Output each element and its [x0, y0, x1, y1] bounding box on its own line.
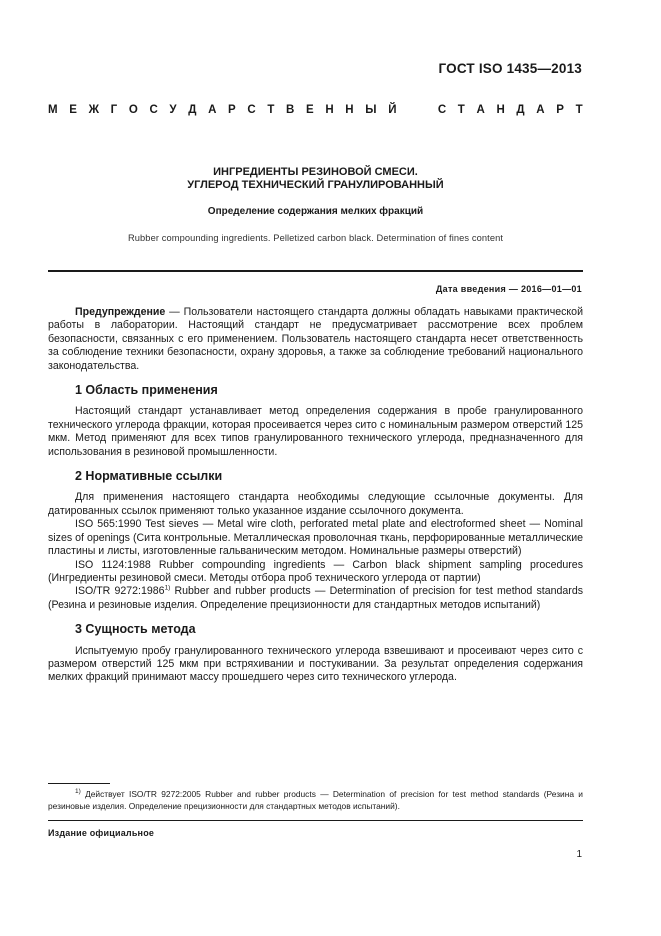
category-letter: А [476, 104, 485, 116]
section-2-heading: 2 Нормативные ссылки [75, 469, 223, 484]
category-letter: С [149, 104, 158, 116]
standard-category [48, 104, 583, 116]
category-letter: Н [496, 104, 505, 116]
section-1-heading: 1 Область применения [75, 383, 218, 398]
category-letter: Т [267, 104, 275, 116]
section-3-heading: 3 Сущность метода [75, 622, 196, 637]
footer-divider [48, 820, 583, 821]
category-letter: А [536, 104, 545, 116]
warning-text: — Пользователи настоящего стандарта должны обладать навыками практической работы в лаборатории. Настоящий стандарт не предусматривает рассмотрение всех проблем безопасности, связанных с его применением. Пользователь настоящего стандарта несет ответственность за соблюдение техники безопасности, охрану здоровья, а также за соблюдение требований национального законодательства. [48, 306, 583, 372]
footnote-text: Действует ISO/TR 9272:2005 Rubber and rubber products — Determination of precision for test method standards (Резина и резиновые изделия. Определение прецизионности для стандартных методов испытаний). [48, 789, 583, 811]
category-letter: Т [457, 104, 465, 116]
warning-label: Предупреждение [75, 306, 166, 318]
reference-text: Rubber and rubber products — Determination of precision for test method standards (Резина и резиновые изделия. Определение прецизионности для стандартных методов испытаний) [48, 585, 584, 611]
section-2-intro: Для применения настоящего стандарта необходимы следующие ссылочные документы. Для датированных ссылок применяют только указанное издание ссылочного документа. [48, 491, 583, 517]
footnote [48, 788, 583, 812]
category-letter [423, 104, 426, 116]
category-letter: Д [516, 104, 525, 116]
page-number: 1 [576, 849, 582, 860]
category-letter: Д [188, 104, 197, 116]
category-letter [408, 104, 411, 116]
category-letter: В [286, 104, 295, 116]
warning-paragraph [48, 306, 583, 373]
category-letter: М [48, 104, 58, 116]
section-3-text: Испытуемую пробу гранулированного технического углерода взвешивают и просеивают через сито с размером отверстий 125 мкм при встряхивании и постукивании. За результат определения содержания мелких фракций принимают массу прошедшего через сито технического углерода. [48, 644, 583, 684]
reference-iso-1124: ISO 1124:1988 Rubber compounding ingredients — Carbon black shipment sampling procedures (Ингредиенты резиновой смеси. Методы отбора проб технического углерода от партии) [48, 558, 583, 584]
category-letter: Н [325, 104, 334, 116]
title-line-1: ИНГРЕДИЕНТЫ РЕЗИНОВОЙ СМЕСИ. [213, 166, 418, 178]
section-1-text: Настоящий стандарт устанавливает метод определения содержания в пробе гранулированного технического углерода фракции, которая просеивается через сито с номинальным размером отверстий 125 мкм. Метод применяют для всех типов гранулированного технического углерода, предназначенного для использования в резиновой промышленности. [48, 405, 583, 458]
category-letter: Й [388, 104, 397, 116]
document-id: ГОСТ ISO 1435—2013 [438, 61, 582, 76]
footnote-reference[interactable]: 1) [164, 584, 171, 592]
category-letter: Ы [365, 104, 377, 116]
title-line-2: УГЛЕРОД ТЕХНИЧЕСКИЙ ГРАНУЛИРОВАННЫЙ [187, 179, 444, 191]
footnote-marker: 1) [75, 788, 81, 796]
reference-iso-tr-9272 [48, 585, 583, 612]
header-divider [48, 270, 583, 272]
category-letter: Н [345, 104, 354, 116]
document-body [48, 306, 583, 685]
introduction-date: Дата введения — 2016—01—01 [435, 284, 582, 294]
category-letter: О [128, 104, 138, 116]
english-title: Rubber compounding ingredients. Pelletized carbon black. Determination of fines content [127, 233, 504, 243]
category-letter: У [169, 104, 177, 116]
category-letter: Р [228, 104, 236, 116]
document-title [48, 166, 583, 192]
category-letter: С [437, 104, 447, 116]
category-letter: А [208, 104, 217, 116]
edition-label: Издание официальное [48, 828, 155, 838]
category-letter: Е [69, 104, 77, 116]
footnote-divider [48, 783, 110, 784]
reference-iso-565: ISO 565:1990 Test sieves — Metal wire cloth, perforated metal plate and electroformed sheet — Nominal sizes of openings (Сита контрольные. Металлическая проволочная ткань, перфорированные металлические пластины и листы, изготовленные гальваническим методом. Номинальные размеры отверстий) [48, 518, 583, 558]
category-letter: С [247, 104, 256, 116]
category-letter: Е [306, 104, 314, 116]
category-letter: Р [556, 104, 564, 116]
category-letter: Г [110, 104, 118, 116]
category-letter: Т [575, 104, 583, 116]
document-subtitle: Определение содержания мелких фракций [207, 206, 424, 217]
category-letter: Ж [88, 104, 99, 116]
reference-code: ISO/TR 9272:1986 [75, 585, 165, 598]
